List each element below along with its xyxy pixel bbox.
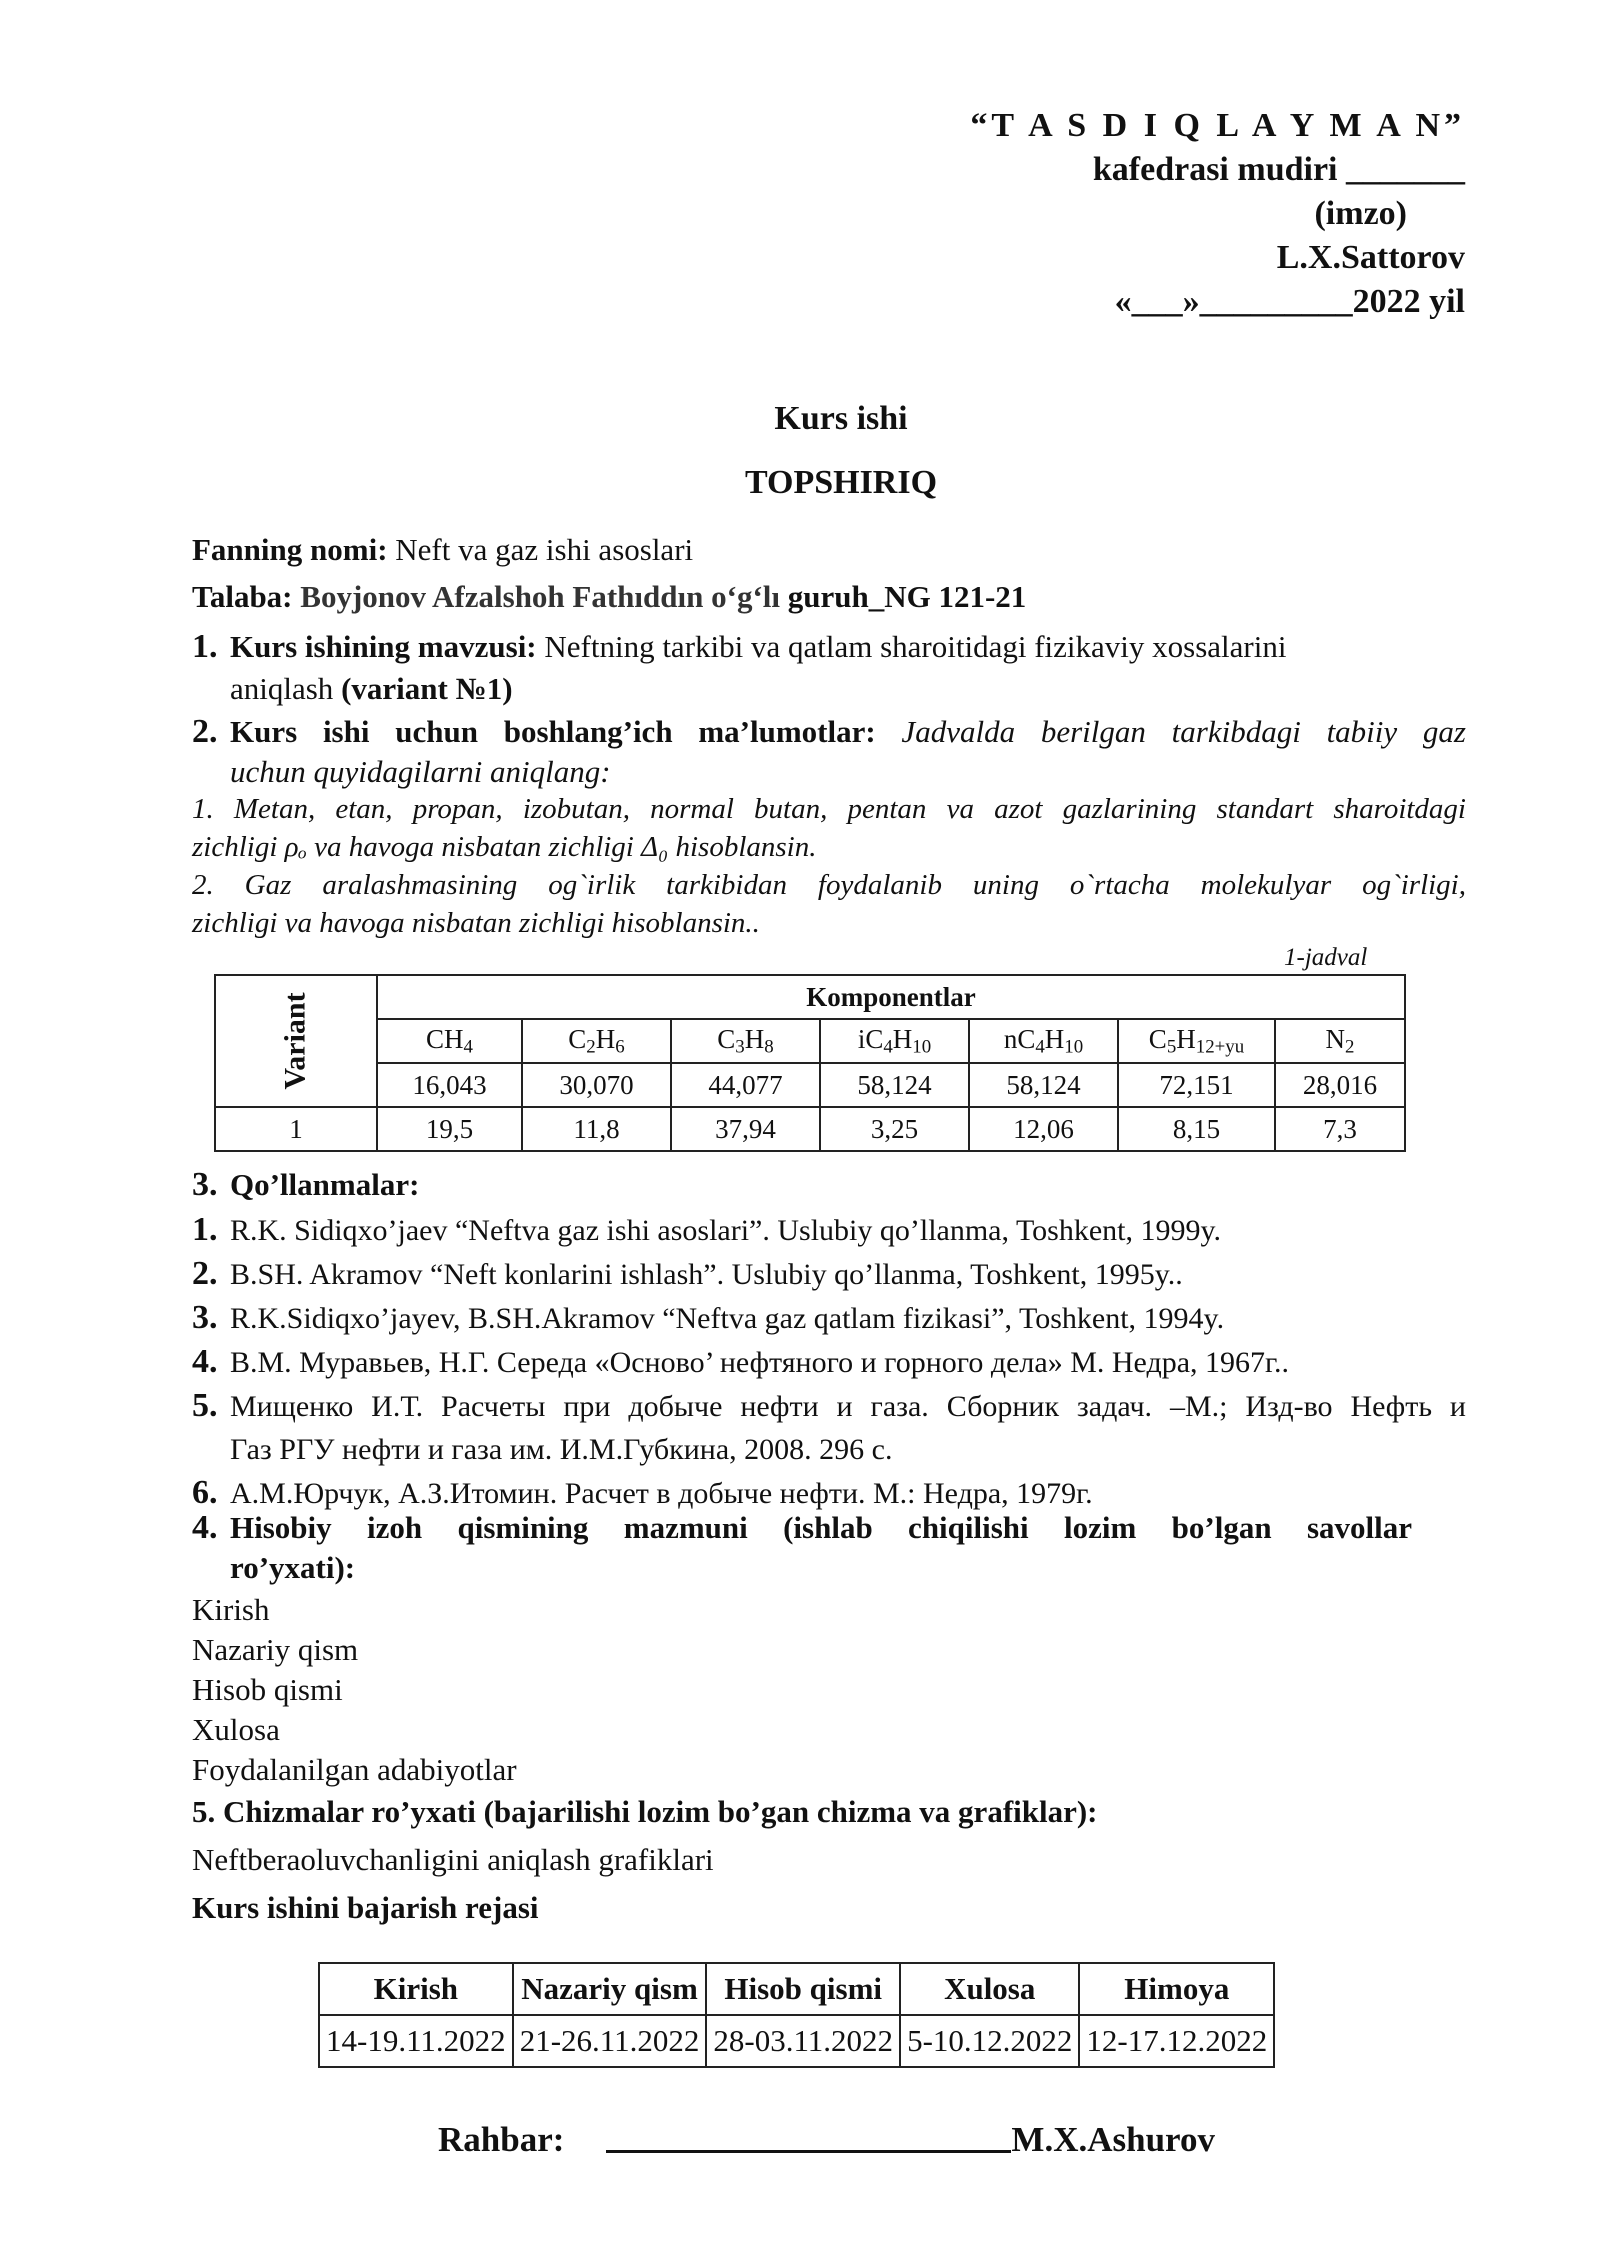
reference-text: R.K. Sidiqxo’jaev “Neftva gaz ishi asoslari”. Uslubiy qo’llanma, Toshkent, 1999y. <box>230 1214 1222 1247</box>
item-number: 3. <box>192 1166 218 1203</box>
variant-row <box>215 1107 1405 1151</box>
component-formula <box>522 1019 671 1063</box>
molar-mass-row <box>215 1063 1405 1107</box>
task-conditions <box>192 790 1466 942</box>
formula-sub: 12+yu <box>1195 1036 1245 1058</box>
reference-item <box>192 1296 1466 1340</box>
plan-date: 5-10.12.2022 <box>900 2015 1079 2067</box>
supervisor-line <box>438 2120 1215 2160</box>
report-content-item: Nazariy qism <box>192 1632 359 1667</box>
component-formula <box>820 1019 969 1063</box>
plan-date: 12-17.12.2022 <box>1079 2015 1274 2067</box>
item-topic <box>192 626 1466 710</box>
initial-data-label: Kurs ishi uchun boshlang’ich ma’lumotlar: <box>230 714 876 749</box>
formula-sub: 8 <box>764 1036 774 1058</box>
plan-date: 28-03.11.2022 <box>706 2015 900 2067</box>
component-formula <box>671 1019 820 1063</box>
formula-part: H <box>744 1023 765 1054</box>
reference-number: 4. <box>192 1343 218 1380</box>
initial-data-text: Jadvalda berilgan tarkibdagi tabiiy gaz <box>875 714 1466 749</box>
component-molar-mass: 58,124 <box>969 1063 1118 1107</box>
reference-number: 3. <box>192 1299 218 1336</box>
condition-2a: 2. Gaz aralashmasining og`irlik tarkibidan foydalanib uning o`rtacha molekulyar og`irligi, <box>192 869 1466 901</box>
reference-text: А.М.Юрчук, А.З.Итомин. Расчет в добыче нефти. М.: Недра, 1979г. <box>230 1477 1093 1510</box>
formula-part: nC <box>1003 1023 1036 1054</box>
condition-1a: 1. Metan, etan, propan, izobutan, normal butan, pentan va azot gazlarining standart sharoitdagi <box>192 793 1466 825</box>
report-content-item: Xulosa <box>192 1712 280 1747</box>
subject-label: Fanning nomi: <box>192 532 388 567</box>
formula-row <box>215 1019 1405 1063</box>
report-content-title: Hisobiy izoh qismining mazmuni (ishlab chiqilishi lozim bo’lgan savollar <box>230 1510 1412 1545</box>
student-group: guruh_NG 121-21 <box>780 579 1027 614</box>
report-content-item: Hisob qismi <box>192 1672 343 1707</box>
component-molar-mass: 58,124 <box>820 1063 969 1107</box>
plan-date: 21-26.11.2022 <box>513 2015 707 2067</box>
approval-name: L.X.Sattorov <box>1276 239 1465 276</box>
approval-signature: (imzo) <box>1314 195 1407 232</box>
component-value: 11,8 <box>522 1107 671 1151</box>
reference-item <box>192 1384 1466 1428</box>
formula-sub: 4 <box>463 1036 473 1058</box>
plan-header-row <box>319 1963 1274 2015</box>
variant-number: 1 <box>215 1107 377 1151</box>
formula-part: H <box>1044 1023 1065 1054</box>
reference-text: B.SH. Akramov “Neft konlarini ishlash”. Uslubiy qo’llanma, Toshkent, 1995y.. <box>230 1258 1183 1291</box>
component-formula <box>1118 1019 1275 1063</box>
student-name: Boyjonov Afzalshoh Fathıddın o‘g‘lı <box>292 579 780 614</box>
references-label: Qo’llanmalar: <box>230 1167 420 1202</box>
supervisor-name: M.X.Ashurov <box>1011 2120 1215 2159</box>
doc-title: TOPSHIRIQ <box>744 464 938 501</box>
table-caption: 1-jadval <box>1284 944 1368 971</box>
plan-title: Kurs ishini bajarish rejasi <box>192 1890 539 1925</box>
components-table <box>214 974 1406 1152</box>
reference-text: В.М. Муравьев, Н.Г. Середа «Осново’ нефтяного и горного дела» М. Недра, 1967г.. <box>230 1346 1289 1379</box>
approval-date: «___»_________2022 yil <box>1114 283 1465 320</box>
formula-part: CH <box>426 1023 464 1054</box>
component-molar-mass: 28,016 <box>1275 1063 1405 1107</box>
plan-stage: Nazariy qism <box>513 1963 707 2015</box>
reference-item <box>192 1252 1466 1296</box>
plan-table <box>318 1962 1275 2068</box>
reference-number: 2. <box>192 1255 218 1292</box>
approval-role: kafedrasi mudiri _______ <box>1092 151 1465 188</box>
topic-variant: (variant №1) <box>341 671 513 706</box>
formula-part: H <box>1176 1023 1196 1054</box>
formula-part: C <box>1148 1023 1167 1054</box>
report-content-section <box>192 1508 1412 1588</box>
subject-value: Neft va gaz ishi asoslari <box>387 532 694 567</box>
formula-sub: 4 <box>883 1036 893 1058</box>
supervisor-label: Rahbar: <box>438 2120 565 2159</box>
reference-item <box>192 1340 1466 1384</box>
formula-sub: 6 <box>615 1036 625 1058</box>
formula-sub: 2 <box>586 1036 596 1058</box>
plan-dates-row <box>319 2015 1274 2067</box>
doc-subtitle: Kurs ishi <box>774 400 908 437</box>
formula-sub: 10 <box>1064 1036 1084 1058</box>
component-formula <box>1275 1019 1405 1063</box>
formula-sub: 4 <box>1035 1036 1045 1058</box>
formula-sub: 10 <box>912 1036 932 1058</box>
component-value: 7,3 <box>1275 1107 1405 1151</box>
report-content-item: Foydalanilgan adabiyotlar <box>192 1752 517 1787</box>
item-number: 1. <box>192 628 218 665</box>
student-label: Talaba: <box>192 579 293 614</box>
component-value: 12,06 <box>969 1107 1118 1151</box>
component-value: 3,25 <box>820 1107 969 1151</box>
signature-line <box>606 2120 1011 2153</box>
topic-label: Kurs ishining mavzusi: <box>230 629 537 664</box>
reference-number: 5. <box>192 1387 218 1424</box>
formula-sub: 5 <box>1166 1036 1177 1058</box>
reference-text: Мищенко И.Т. Расчеты при добыче нефти и газа. Сборник задач. –М.; Изд-во Нефть и <box>230 1390 1466 1423</box>
reference-number: 6. <box>192 1474 218 1511</box>
plan-stage: Hisob qismi <box>706 1963 900 2015</box>
item-number: 2. <box>192 713 218 750</box>
student-line <box>192 579 1466 615</box>
item-initial-data <box>192 712 1466 792</box>
condition-2b: zichligi va havoga nisbatan zichligi hisoblansin.. <box>192 907 760 939</box>
component-value: 19,5 <box>377 1107 522 1151</box>
plan-stage: Xulosa <box>900 1963 1079 2015</box>
component-value: 37,94 <box>671 1107 820 1151</box>
reference-text: R.K.Sidiqxo’jayev, B.SH.Akramov “Neftva gaz qatlam fizikasi”, Toshkent, 1994y. <box>230 1302 1225 1335</box>
topic-text: Neftning tarkibi va qatlam sharoitidagi fizikaviy xossalarini <box>536 629 1287 664</box>
variant-header-cell <box>215 975 377 1107</box>
references-title <box>192 1166 1466 1204</box>
component-molar-mass: 16,043 <box>377 1063 522 1107</box>
report-content-item: Kirish <box>192 1592 270 1627</box>
component-molar-mass: 72,151 <box>1118 1063 1275 1107</box>
component-value: 8,15 <box>1118 1107 1275 1151</box>
topic-text-cont: aniqlash <box>230 671 342 706</box>
formula-part: C <box>568 1023 587 1054</box>
component-formula <box>969 1019 1118 1063</box>
approval-block <box>970 104 1465 324</box>
component-molar-mass: 30,070 <box>522 1063 671 1107</box>
formula-part: H <box>892 1023 913 1054</box>
item-number: 4. <box>192 1509 218 1546</box>
approval-title: “T A S D I Q L A Y M A N” <box>970 107 1465 144</box>
formula-part: N <box>1325 1023 1346 1054</box>
initial-data-text-cont: uchun quyidagilarni aniqlang: <box>230 754 611 789</box>
formula-part: H <box>595 1023 616 1054</box>
plan-date: 14-19.11.2022 <box>319 2015 513 2067</box>
reference-number: 1. <box>192 1211 218 1248</box>
plan-stage: Himoya <box>1079 1963 1274 2015</box>
drawings-title: 5. Chizmalar ro’yxati (bajarilishi lozim bo’gan chizma va grafiklar): <box>192 1794 1098 1829</box>
formula-sub: 2 <box>1345 1036 1355 1058</box>
plan-stage: Kirish <box>319 1963 513 2015</box>
formula-sub: 3 <box>735 1036 745 1058</box>
references-list <box>192 1208 1466 1515</box>
variant-header: Variant <box>279 992 312 1090</box>
drawings-item: Neftberaoluvchanligini aniqlash grafiklari <box>192 1842 714 1877</box>
report-content-list <box>192 1590 1466 1790</box>
formula-part: C <box>717 1023 736 1054</box>
formula-part: iC <box>857 1023 884 1054</box>
components-header: Komponentlar <box>377 975 1405 1019</box>
condition-1b: zichligi ρₒ va havoga nisbatan zichligi Δ₀ hisoblansin. <box>192 831 817 863</box>
report-content-title-cont: ro’yxati): <box>230 1550 356 1585</box>
reference-text-cont: Газ РГУ нефти и газа им. И.М.Губкина, 2008. 296 с. <box>230 1433 893 1466</box>
reference-item <box>192 1208 1466 1252</box>
component-molar-mass: 44,077 <box>671 1063 820 1107</box>
subject-line <box>192 532 1466 568</box>
component-formula <box>377 1019 522 1063</box>
